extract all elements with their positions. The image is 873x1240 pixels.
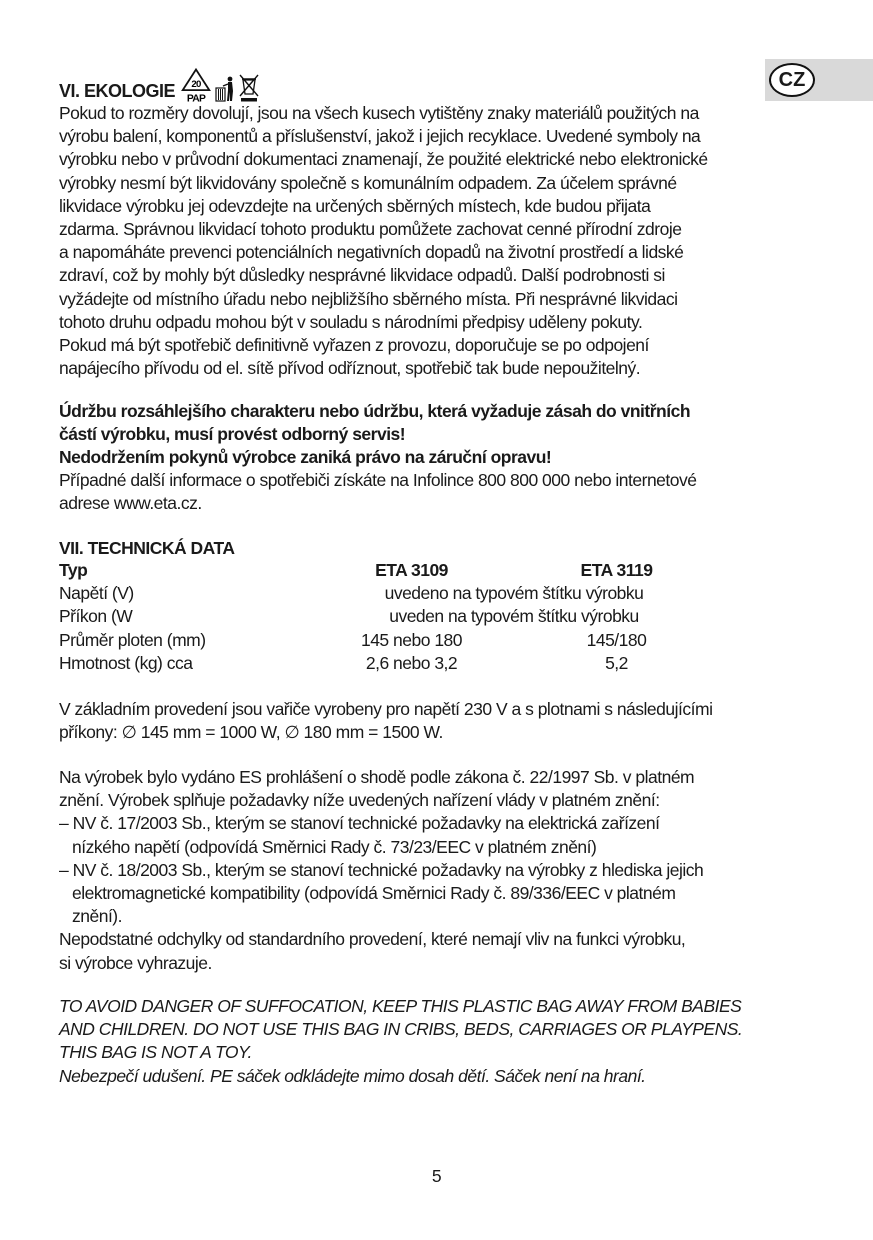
section-title: VI. EKOLOGIE	[59, 81, 176, 101]
text-line: THIS BAG IS NOT A TOY.	[59, 1042, 252, 1063]
text-line: Na výrobek bylo vydáno ES prohlášení o shodě podle zákona č. 22/1997 Sb. v platném	[59, 767, 695, 787]
text-line: V základním provedení jsou vařiče vyrobeny pro napětí 230 V a s plotnami s následujícími	[59, 699, 713, 719]
row-label: Hmotnost (kg) cca	[59, 652, 193, 673]
text-line: elektromagnetické kompatibility (odpovídá Směrnici Rady č. 89/336/EEC v platném	[72, 882, 676, 903]
text-line: zdraví, což by mohly být důsledky nesprávné likvidace odpadů. Další podrobnosti si	[59, 265, 665, 286]
ecology-heading	[59, 68, 259, 102]
text-line: Nedodržením pokynů výrobce zaniká právo na záruční opravu!	[59, 447, 552, 468]
text-line: si výrobce vyhrazuje.	[59, 952, 212, 973]
plastic-bag-warning	[59, 995, 742, 1088]
recycle-label: PAP	[186, 93, 206, 102]
text-line: Nebezpečí udušení. PE sáček odkládejte mimo dosah dětí. Sáček není na hraní.	[59, 1065, 646, 1086]
text-line: příkony: ∅ 145 mm = 1000 W, ∅ 180 mm = 1500 W.	[59, 722, 443, 743]
ecology-text	[59, 102, 708, 380]
text-line: zdarma. Správnou likvidací tohoto produktu pomůžete zachovat cenné přírodní zdroje	[59, 218, 682, 239]
service-info	[59, 469, 697, 515]
page-number: 5	[431, 1166, 442, 1186]
tidyman-bin-icon	[214, 76, 236, 102]
text-line: Případné další informace o spotřebiči získáte na Infolince 800 800 000 nebo internetové	[59, 470, 697, 490]
text-line: napájecího přívodu od el. sítě přívod odříznout, spotřebič tak bude nepoužitelný.	[59, 358, 641, 379]
text-line: výrobku nebo v průvodní dokumentaci znamenají, že použité elektrické nebo elektronické	[59, 149, 708, 170]
text-line: znění. Výrobek splňuje požadavky níže uvedených nařízení vlády v platném znění:	[59, 790, 660, 811]
language-tab	[765, 59, 873, 101]
table-row	[59, 652, 719, 675]
text-line: výrobu balení, komponentů a příslušenství, jakož i jejich recyklace. Uvedené symboly na	[59, 126, 701, 147]
text-line: částí výrobku, musí provést odborný servis!	[59, 424, 406, 445]
text-line: výrobky nesmí být likvidovány společně s komunálním odpadem. Za účelem správné	[59, 172, 677, 193]
row-label: Napětí (V)	[59, 583, 134, 604]
column-header: ETA 3119	[580, 560, 653, 580]
recycle-code: 20	[191, 79, 201, 91]
tech-data-table	[59, 559, 719, 675]
text-line: Nepodstatné odchylky od standardního provedení, které nemají vliv na funkci výrobku,	[59, 929, 686, 950]
cell-value: 2,6 nebo 3,2	[365, 652, 458, 673]
text-line: adrese www.eta.cz.	[59, 493, 202, 514]
text-line: a napomáháte prevenci potenciálních negativních dopadů na životní prostředí a lidské	[59, 242, 684, 263]
row-label: Průměr ploten (mm)	[59, 629, 206, 650]
disposal-icons	[181, 68, 259, 102]
text-line: – NV č. 17/2003 Sb., kterým se stanoví technické požadavky na elektrická zařízení	[59, 813, 660, 834]
text-line: Pokud to rozměry dovolují, jsou na všech kusech vytištěny znaky materiálů použitých na	[59, 103, 699, 123]
recycle-20-pap-icon	[181, 68, 211, 102]
text-line: Údržbu rozsáhlejšího charakteru nebo údržbu, která vyžaduje zásah do vnitřních	[59, 401, 691, 421]
row-label: Příkon (W	[59, 606, 133, 627]
column-header: ETA 3109	[375, 560, 448, 580]
cell-value: 5,2	[605, 652, 628, 673]
text-line: tohoto druhu odpadu mohou být v souladu s národními předpisy uděleny pokuty.	[59, 311, 643, 332]
text-line: znění).	[72, 906, 122, 927]
cell-value: 145 nebo 180	[360, 629, 463, 650]
tech-data-title: VII. TECHNICKÁ DATA	[59, 538, 235, 558]
text-line: nízkého napětí (odpovídá Směrnici Rady č. 73/23/EEC v platném znění)	[72, 836, 597, 857]
cell-value: 145/180	[586, 629, 647, 650]
table-row	[59, 629, 719, 652]
text-line: – NV č. 18/2003 Sb., kterým se stanoví technické požadavky na výrobky z hlediska jejich	[59, 859, 704, 880]
text-line: TO AVOID DANGER OF SUFFOCATION, KEEP THIS PLASTIC BAG AWAY FROM BABIES	[59, 996, 742, 1016]
text-line: AND CHILDREN. DO NOT USE THIS BAG IN CRIBS, BEDS, CARRIAGES OR PLAYPENS.	[59, 1019, 743, 1040]
table-row	[59, 605, 719, 628]
service-warning	[59, 400, 690, 470]
text-line: Pokud má být spotřebič definitivně vyřazen z provozu, doporučuje se po odpojení	[59, 334, 649, 355]
shared-value: uvedeno na typovém štítku výrobku	[384, 583, 644, 604]
conformity-text	[59, 766, 703, 975]
table-row	[59, 582, 719, 605]
table-header-row	[59, 559, 719, 582]
language-badge: CZ	[769, 63, 815, 97]
column-header: Typ	[59, 560, 88, 580]
power-note	[59, 698, 712, 744]
text-line: likvidace výrobku jej odevzdejte na určených sběrných místech, kde budou přijata	[59, 195, 651, 216]
text-line: vyžádejte od místního úřadu nebo nejbližšího sběrného místa. Při nesprávné likvidaci	[59, 288, 678, 309]
shared-value: uveden na typovém štítku výrobku	[389, 606, 639, 627]
crossed-wheelie-bin-icon	[239, 74, 259, 102]
